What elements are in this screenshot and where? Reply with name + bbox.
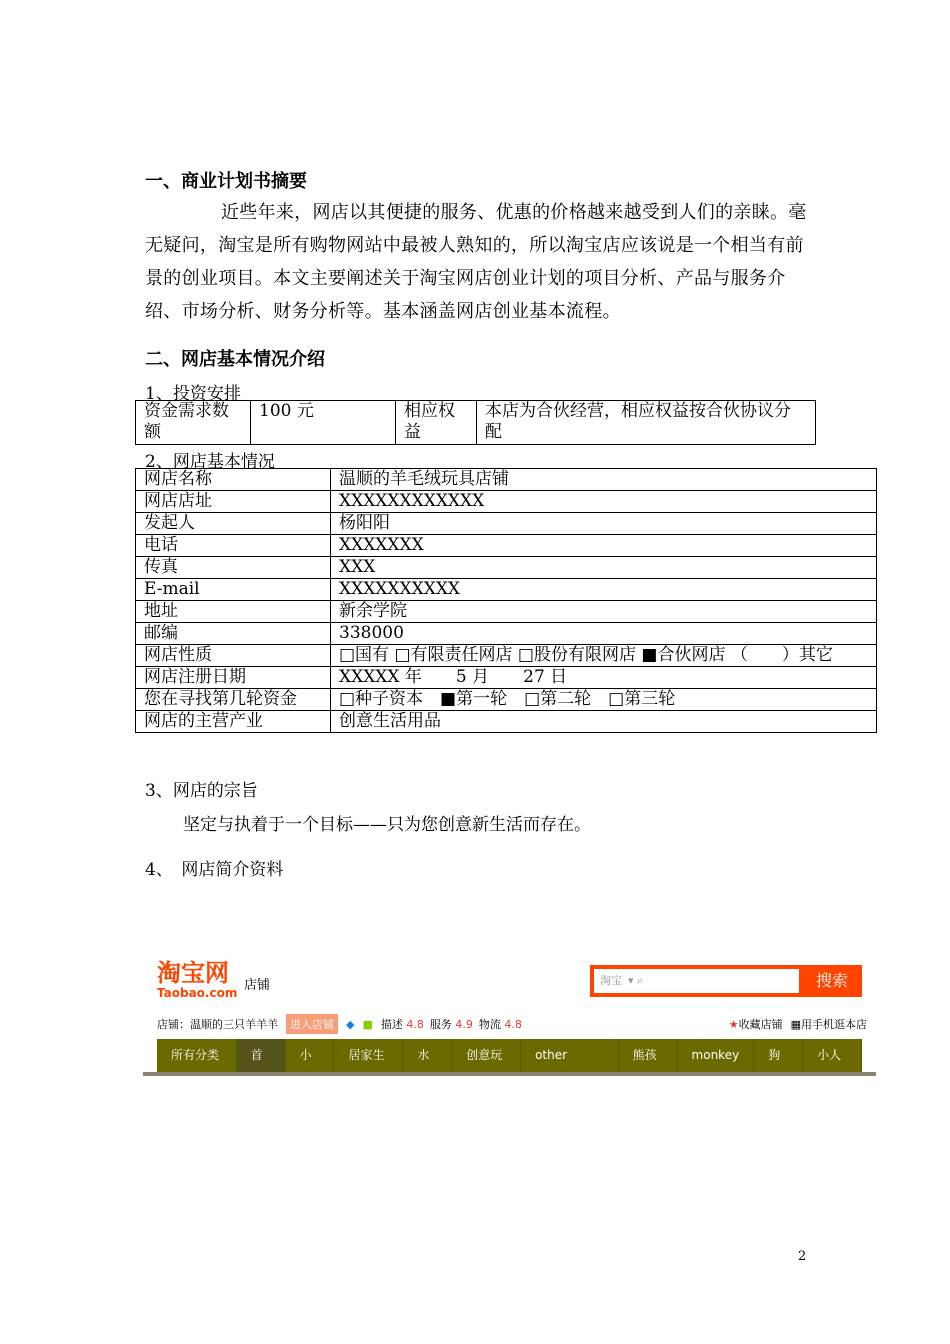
- row-label: 传真: [136, 557, 331, 579]
- row-label: 网店注册日期: [136, 667, 331, 689]
- search-button[interactable]: 搜索: [815, 971, 848, 990]
- mission-text: 坚定与执着于一个目标——只为您创意新生活而存在。: [183, 815, 591, 835]
- badge-icon: ■: [362, 1017, 373, 1031]
- nav-item[interactable]: 熊孩子: [619, 1039, 678, 1072]
- row-value: □种子资本 ■第一轮 □第二轮 □第三轮: [331, 689, 877, 711]
- row-value: XXXXXXXXXXXX: [331, 491, 877, 513]
- row-label: 发起人: [136, 513, 331, 535]
- nav-item[interactable]: 创意玩具: [452, 1039, 521, 1072]
- row-value: XXXXXXXXXX: [331, 579, 877, 601]
- shop-nav: [157, 1039, 862, 1095]
- table-row: [136, 469, 877, 491]
- nav-item[interactable]: 小猫: [286, 1039, 335, 1072]
- section2-title: 二、网店基本情况介绍: [145, 349, 325, 370]
- subheading-mission: 3、网店的宗旨: [145, 781, 258, 801]
- table-row: [136, 535, 877, 557]
- search-icon: ⌕: [637, 974, 644, 987]
- shop-name: 店铺：温顺的三只羊羊羊: [157, 1018, 278, 1031]
- taobao-logo: 淘宝网 Taobao.com: [157, 959, 238, 1000]
- table-row: [136, 601, 877, 623]
- row-label: 网店店址: [136, 491, 331, 513]
- section1-title: 一、商业计划书摘要: [145, 171, 307, 192]
- cell: 资金需求数额: [136, 401, 251, 445]
- star-icon: ★: [728, 1018, 739, 1031]
- table-row: [136, 513, 877, 535]
- cell: 本店为合伙经营，相应权益按合伙协议分配: [477, 401, 816, 445]
- search-box: [590, 965, 862, 997]
- row-value: 创意生活用品: [331, 711, 877, 733]
- qr-icon: ▦: [790, 1018, 801, 1031]
- subheading-investment: 1、投资安排: [145, 384, 241, 404]
- table-row: [136, 491, 877, 513]
- subheading-intro: 4、 网店简介资料: [145, 860, 284, 880]
- row-value: 杨阳阳: [331, 513, 877, 535]
- rating-item: 描述 4.8: [380, 1018, 424, 1031]
- section1-paragraph: 近些年来，网店以其便捷的服务、优惠的价格越来越受到人们的亲睐。毫无疑问，淘宝是所有购物网站中最被人熟知的，所以淘宝店应该说是一个相当有前景的创业项目。本文主要阐述关于淘宝网店创业计划的项目分析、产品与服务介绍、市场分析、财务分析等。基本涵盖网店创业基本流程。: [145, 202, 807, 322]
- cell: 100 元: [251, 401, 396, 445]
- ratings: [381, 1016, 528, 1032]
- mobile-shop[interactable]: ▦用手机逛本店: [790, 1018, 867, 1031]
- row-value: XXXXX 年 5 月 27 日: [331, 667, 877, 689]
- row-label: 邮编: [136, 623, 331, 645]
- nav-item[interactable]: other animals: [521, 1039, 619, 1072]
- row-value: 新余学院: [331, 601, 877, 623]
- nav-item[interactable]: 小人儿: [803, 1039, 862, 1072]
- row-value: XXXXXXX: [331, 535, 877, 557]
- row-label: 网店的主营产业: [136, 711, 331, 733]
- nav-item[interactable]: 水果: [403, 1039, 452, 1072]
- table-row: [136, 645, 877, 667]
- row-value: □国有 □有限责任网店 □股份有限网店 ■合伙网店 （ ）其它: [331, 645, 877, 667]
- nav-item[interactable]: 首页: [237, 1039, 286, 1072]
- search-input[interactable]: 淘宝 ▾ ⌕: [594, 969, 799, 993]
- row-value: 温顺的羊毛绒玩具店铺: [331, 469, 877, 491]
- table-row: [136, 689, 877, 711]
- nav-item[interactable]: 所有分类 ▼: [157, 1039, 237, 1072]
- table-row: [136, 623, 877, 645]
- row-value: XXX: [331, 557, 877, 579]
- investment-table: [135, 400, 816, 445]
- nav-item[interactable]: 居家生活: [334, 1039, 403, 1072]
- basic-info-table: [135, 468, 877, 733]
- row-label: E-mail: [136, 579, 331, 601]
- row-label: 地址: [136, 601, 331, 623]
- table-row: [136, 711, 877, 733]
- store-label: 店铺: [244, 978, 271, 993]
- favorite-shop[interactable]: ★收藏店铺: [728, 1018, 783, 1031]
- table-row: [136, 667, 877, 689]
- subheading-basic: 2、网店基本情况: [145, 452, 275, 472]
- nav-item[interactable]: 狗狗: [754, 1039, 803, 1072]
- rating-item: 物流 4.8: [478, 1018, 522, 1031]
- row-label: 网店名称: [136, 469, 331, 491]
- row-value: 338000: [331, 623, 877, 645]
- row-label: 电话: [136, 535, 331, 557]
- enter-shop-button[interactable]: 进入店铺: [286, 1014, 338, 1034]
- cell: 相应权益: [396, 401, 477, 445]
- nav-item[interactable]: monkey: [678, 1039, 755, 1072]
- row-label: 网店性质: [136, 645, 331, 667]
- diamond-icon: ◆: [346, 1017, 355, 1031]
- table-row: [136, 557, 877, 579]
- taobao-screenshot: [143, 958, 876, 1095]
- page-number: 2: [798, 1249, 807, 1264]
- table-row: [136, 579, 877, 601]
- row-label: 您在寻找第几轮资金: [136, 689, 331, 711]
- rating-item: 服务 4.9: [429, 1018, 473, 1031]
